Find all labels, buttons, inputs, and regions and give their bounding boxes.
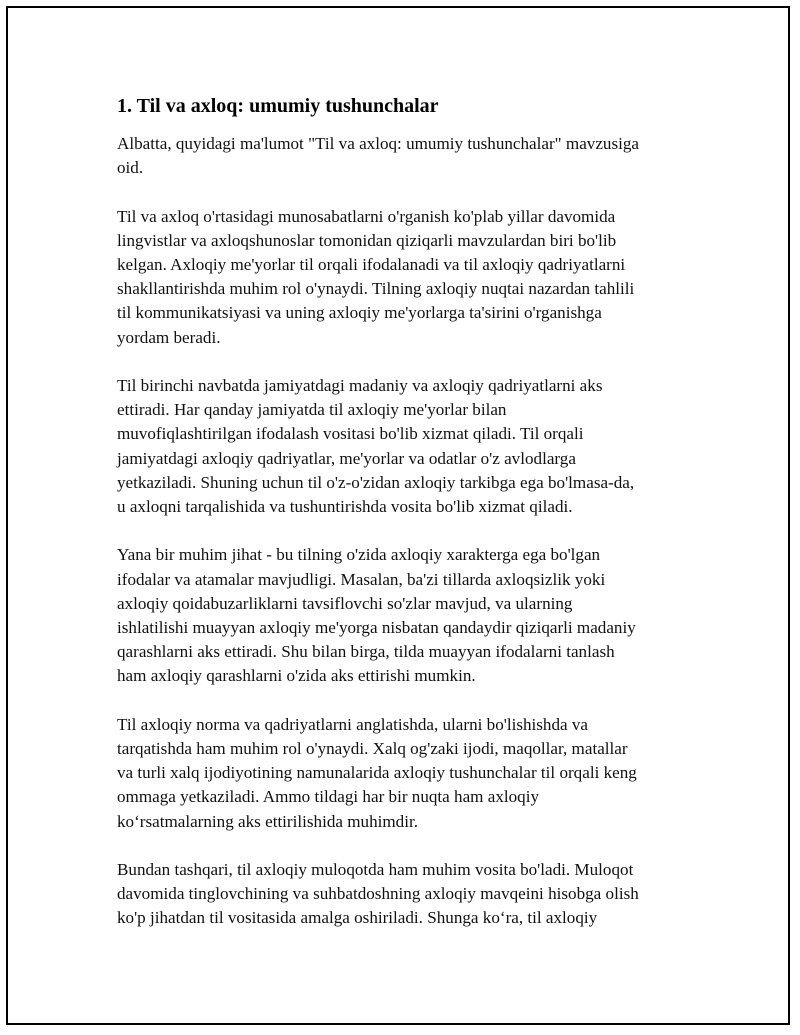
paragraph-container xyxy=(117,132,692,931)
paragraph xyxy=(117,858,692,931)
text-line: ettiradi. Har qanday jamiyatda til axloqiy me'yorlar bilan xyxy=(117,400,507,420)
paragraph xyxy=(117,132,692,180)
text-line: qarashlarni aks ettiradi. Shu bilan birga, tilda muayyan ifodalarni tanlash xyxy=(117,642,615,662)
text-line: Til axloqiy norma va qadriyatlarni anglatishda, ularni bo'lishishda va xyxy=(117,714,589,734)
text-line: ko'p jihatdan til vositasida amalga oshiriladi. Shunga ko‘ra, til axloqiy xyxy=(117,908,598,928)
text-line: ham axloqiy qarashlarni o'zida aks ettirishi mumkin. xyxy=(117,666,476,686)
text-line: til kommunikatsiyasi va uning axloqiy me'yorlarga ta'sirini o'rganishga xyxy=(117,303,602,323)
text-line: ko‘rsatmalarning aks ettirilishida muhimdir. xyxy=(117,811,418,831)
text-line: ommaga yetkaziladi. Ammo tildagi har bir nuqta ham axloqiy xyxy=(117,787,540,807)
text-line: Til va axloq o'rtasidagi munosabatlarni o'rganish ko'plab yillar davomida xyxy=(117,206,616,226)
paragraph xyxy=(117,374,692,519)
paragraph xyxy=(117,543,692,688)
text-line: yetkaziladi. Shuning uchun til o'z-o'zidan axloqiy tarkibga ega bo'lmasa-da, xyxy=(117,472,635,492)
document-body xyxy=(117,92,692,955)
text-line: lingvistlar va axloqshunoslar tomonidan qiziqarli mavzulardan biri bo'lib xyxy=(117,230,617,250)
text-line: tarqatishda ham muhim rol o'ynaydi. Xalq og'zaki ijodi, maqollar, matallar xyxy=(117,739,628,759)
text-line: u axloqni tarqalishida va tushuntirishda vosita bo'lib xizmat qiladi. xyxy=(117,497,573,517)
text-line: ifodalar va atamalar mavjudligi. Masalan, ba'zi tillarda axloqsizlik yoki xyxy=(117,569,606,589)
text-line: oid. xyxy=(117,158,144,178)
text-line: ishlatilishi muayyan axloqiy me'yorga nisbatan qandaydir qiziqarli madaniy xyxy=(117,618,636,638)
text-line: Yana bir muhim jihat - bu tilning o'zida axloqiy xarakterga ega bo'lgan xyxy=(117,545,601,565)
text-line: va turli xalq ijodiyotining namunalarida axloqiy tushunchalar til orqali keng xyxy=(117,763,637,783)
paragraph xyxy=(117,205,692,350)
text-line: davomida tinglovchining va suhbatdoshning axloqiy mavqeini hisobga olish xyxy=(117,884,639,904)
text-line: Albatta, quyidagi ma'lumot "Til va axloq: umumiy tushunchalar" mavzusiga xyxy=(117,134,640,153)
section-heading: 1. Til va axloq: umumiy tushunchalar xyxy=(117,95,439,117)
text-line: muvofiqlashtirilgan ifodalash vositasi bo'lib xizmat qiladi. Til orqali xyxy=(117,424,584,444)
text-line: kelgan. Axloqiy me'yorlar til orqali ifodalanadi va til axloqiy qadriyatlarni xyxy=(117,255,626,274)
text-line: yordam beradi. xyxy=(117,327,221,347)
paragraph xyxy=(117,713,692,834)
text-line: Til birinchi navbatda jamiyatdagi madaniy va axloqiy qadriyatlarni aks xyxy=(117,376,603,395)
text-line: Bundan tashqari, til axloqiy muloqotda ham muhim vosita bo'ladi. Muloqot xyxy=(117,860,634,880)
text-line: jamiyatdagi axloqiy qadriyatlar, me'yorlar va odatlar o'z avlodlarga xyxy=(117,448,576,468)
text-line: shakllantirishda muhim rol o'ynaydi. Tilning axloqiy nuqtai nazardan tahlili xyxy=(117,279,635,299)
text-line: axloqiy qoidabuzarliklarni tavsiflovchi so'zlar mavjud, va ularning xyxy=(117,593,573,613)
